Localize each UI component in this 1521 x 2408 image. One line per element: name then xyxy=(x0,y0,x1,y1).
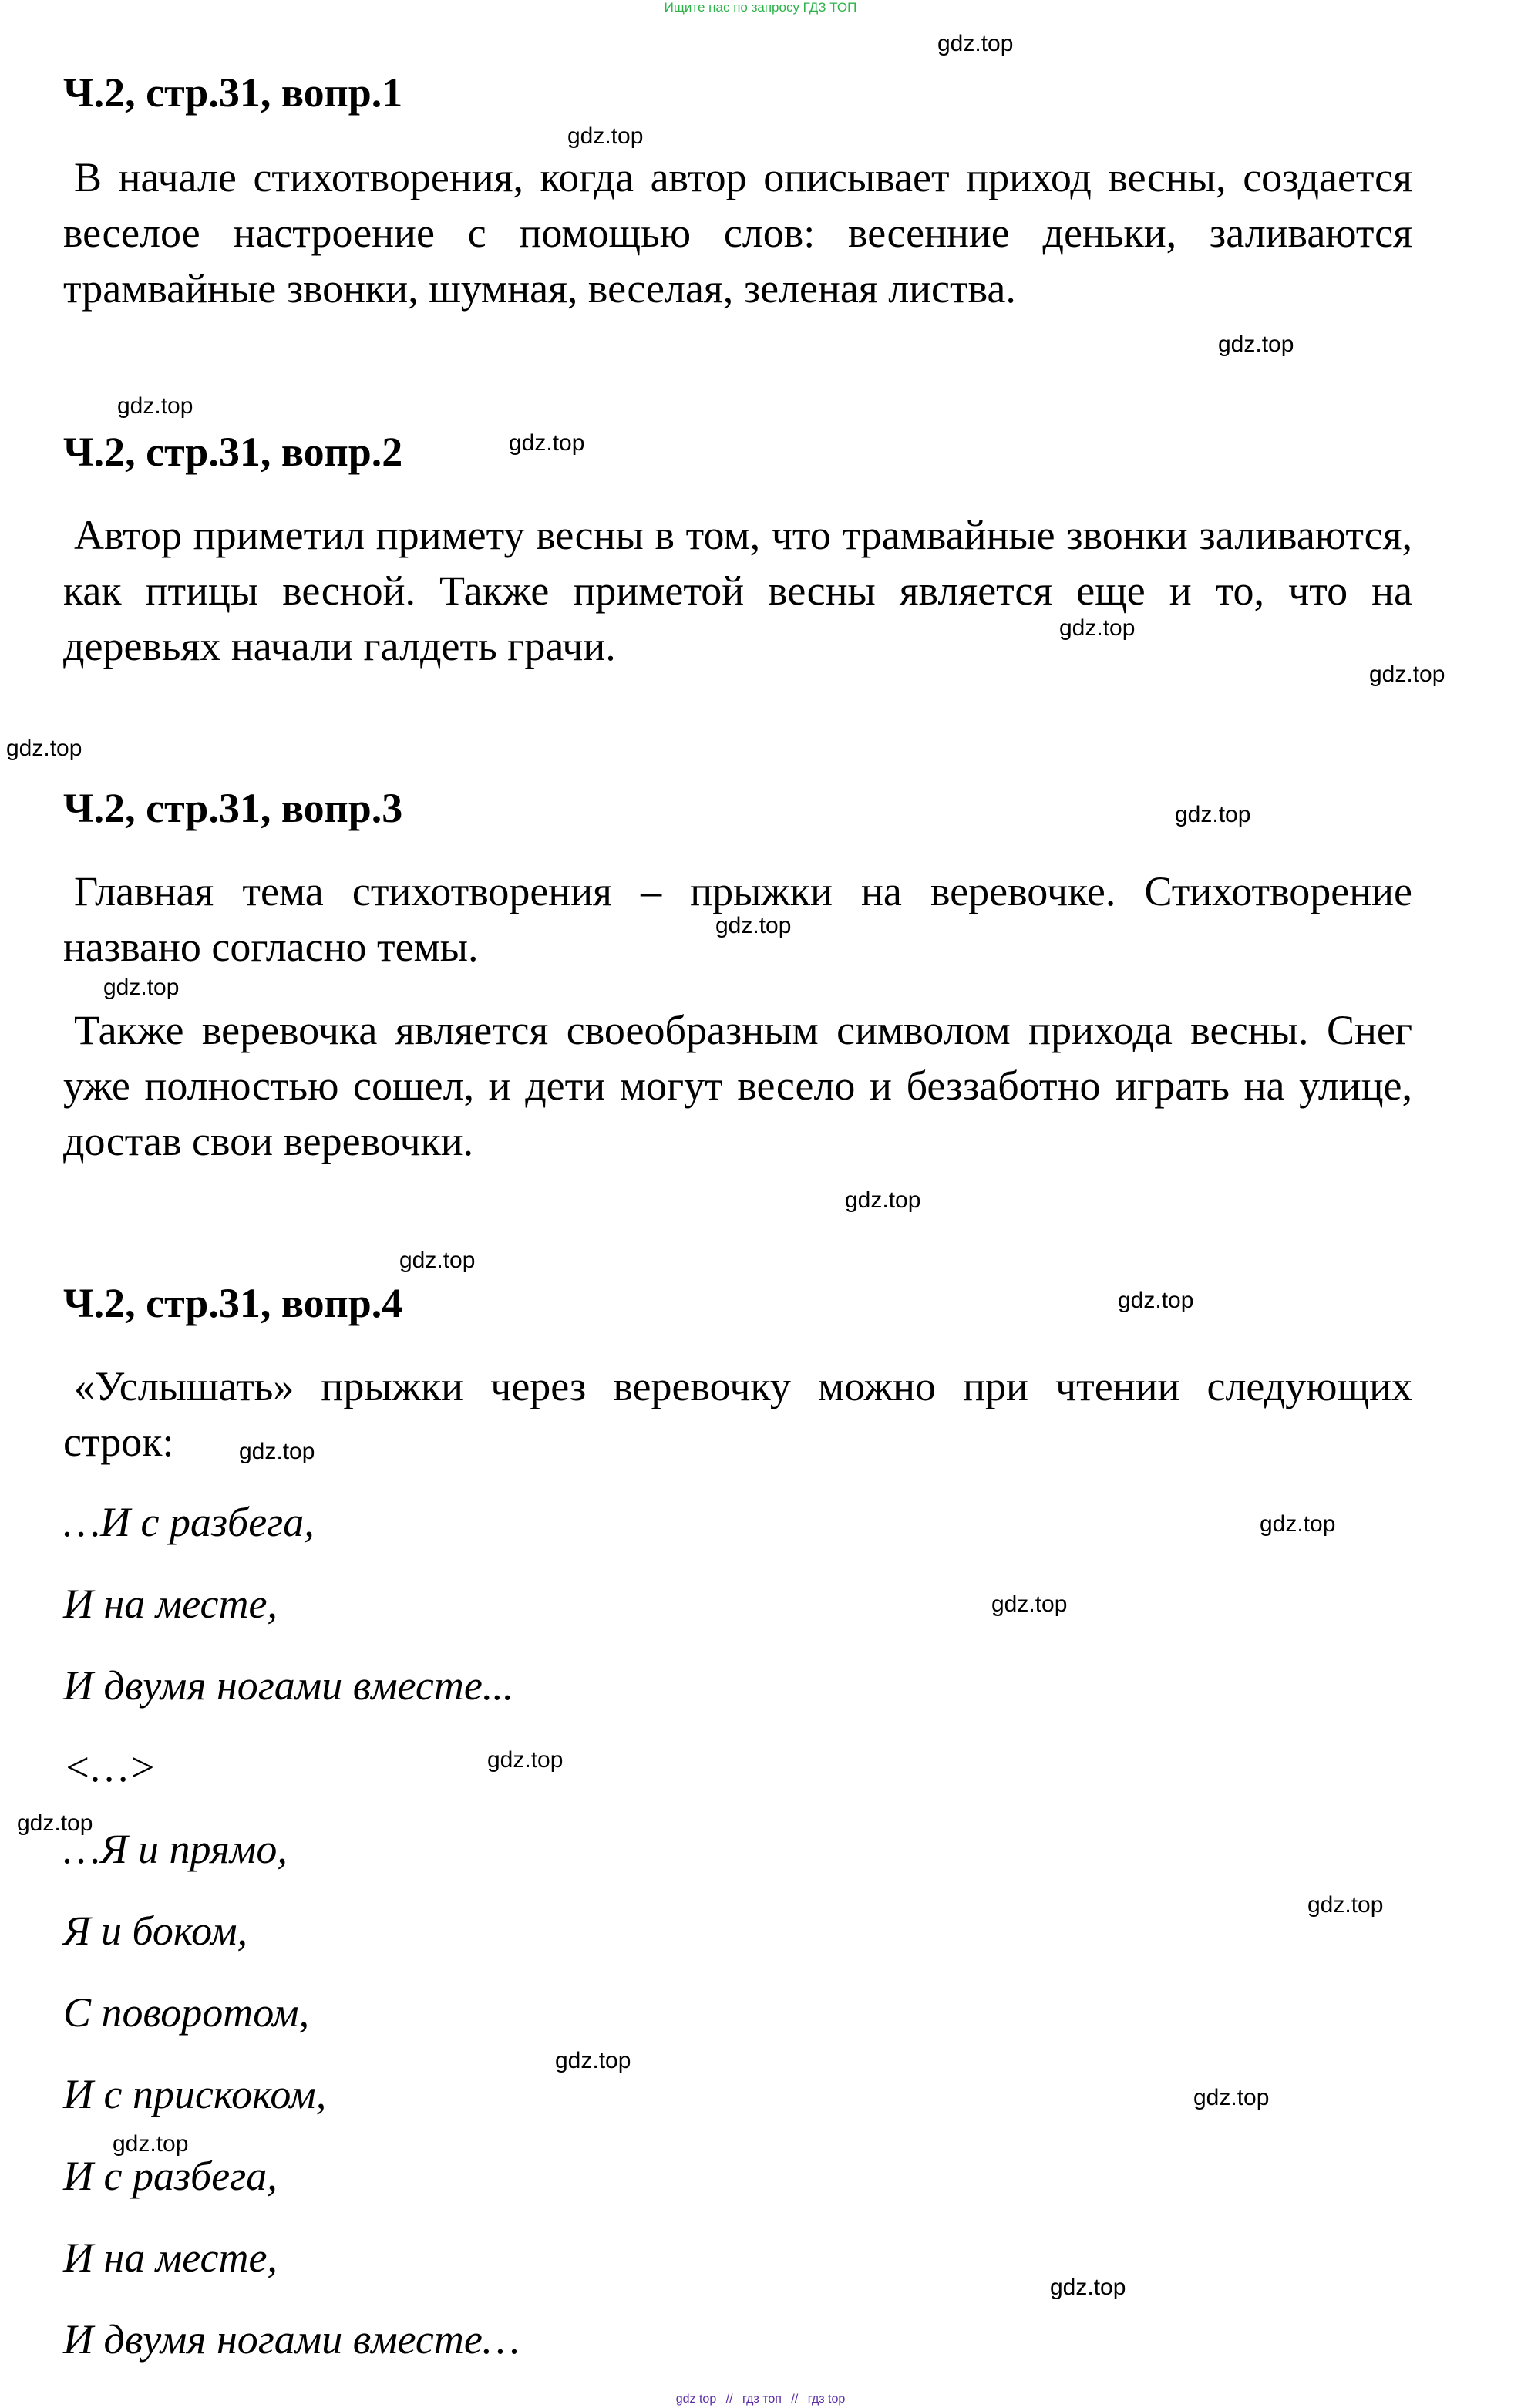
watermark: gdz.top xyxy=(113,2131,189,2157)
poem-line: И двумя ногами вместе... xyxy=(63,1662,514,1709)
watermark: gdz.top xyxy=(1307,1892,1384,1918)
poem-line: И с разбега, xyxy=(63,2153,278,2199)
section-4-heading: Ч.2, стр.31, вопр.4 xyxy=(63,1280,403,1326)
watermark: gdz.top xyxy=(1059,615,1136,641)
section-3-heading: Ч.2, стр.31, вопр.3 xyxy=(63,785,403,831)
watermark: gdz.top xyxy=(1050,2275,1126,2300)
watermark: gdz.top xyxy=(509,430,585,456)
watermark: gdz.top xyxy=(239,1439,315,1464)
poem-line: Я и боком, xyxy=(63,1908,248,1954)
watermark: gdz.top xyxy=(1118,1288,1194,1313)
watermark: gdz.top xyxy=(399,1248,476,1273)
footer-link[interactable]: гдз top xyxy=(807,2393,846,2406)
section-4-paragraph: «Услышать» прыжки через веревочку можно при чтении следующих строк: xyxy=(63,1363,1412,1465)
footer-separator: // xyxy=(791,2393,799,2406)
section-2-paragraph: Автор приметил примету весны в том, что трамвайные звонки заливаются, как птицы весной. Также приметой весны является еще и то, что на деревьях начали галдеть грачи. xyxy=(63,512,1412,669)
watermark: gdz.top xyxy=(103,975,180,1000)
poem-line: И двумя ногами вместе… xyxy=(63,2316,520,2363)
footer-link[interactable]: гдз топ xyxy=(742,2393,782,2406)
watermark: gdz.top xyxy=(567,123,644,149)
watermark: gdz.top xyxy=(1193,2085,1270,2110)
watermark: gdz.top xyxy=(845,1187,921,1213)
watermark: gdz.top xyxy=(487,1747,564,1773)
poem-line: …И с разбега, xyxy=(63,1499,315,1545)
watermark: gdz.top xyxy=(1175,802,1251,827)
watermark: gdz.top xyxy=(1260,1511,1336,1537)
poem-line: …Я и прямо, xyxy=(63,1826,288,1872)
section-3-paragraph-1: Главная тема стихотворения – прыжки на веревочке. Стихотворение названо согласно темы. xyxy=(63,868,1412,970)
poem-line: И на месте, xyxy=(63,1581,278,1627)
poem-line: И с прискоком, xyxy=(63,2071,327,2117)
section-2-heading: Ч.2, стр.31, вопр.2 xyxy=(63,429,403,475)
top-banner: Ищите нас по запросу ГДЗ ТОП xyxy=(664,0,857,15)
watermark: gdz.top xyxy=(117,393,193,419)
footer-links xyxy=(0,2392,1521,2407)
watermark: gdz.top xyxy=(1218,332,1294,357)
poem-line: <…> xyxy=(63,1744,156,1790)
watermark: gdz.top xyxy=(937,31,1014,56)
watermark: gdz.top xyxy=(555,2048,631,2073)
watermark: gdz.top xyxy=(715,913,792,938)
poem-line: И на месте, xyxy=(63,2235,278,2281)
watermark: gdz.top xyxy=(1369,662,1445,687)
watermark: gdz.top xyxy=(991,1591,1068,1617)
section-1-paragraph: В начале стихотворения, когда автор описывает приход весны, создается веселое настроение с помощью слов: весенние деньки, заливаются трамвайные звонки, шумная, веселая, зеленая листва. xyxy=(63,154,1412,312)
poem-line: С поворотом, xyxy=(63,1989,310,2036)
watermark: gdz.top xyxy=(17,1810,93,1836)
section-1-heading: Ч.2, стр.31, вопр.1 xyxy=(63,69,403,116)
footer-separator: // xyxy=(725,2393,733,2406)
watermark: gdz.top xyxy=(6,736,82,761)
footer-link[interactable]: gdz top xyxy=(675,2393,717,2406)
section-3-paragraph-2: Также веревочка является своеобразным символом прихода весны. Снег уже полностью сошел, и дети могут весело и беззаботно играть на улице, достав свои веревочки. xyxy=(63,1007,1412,1164)
